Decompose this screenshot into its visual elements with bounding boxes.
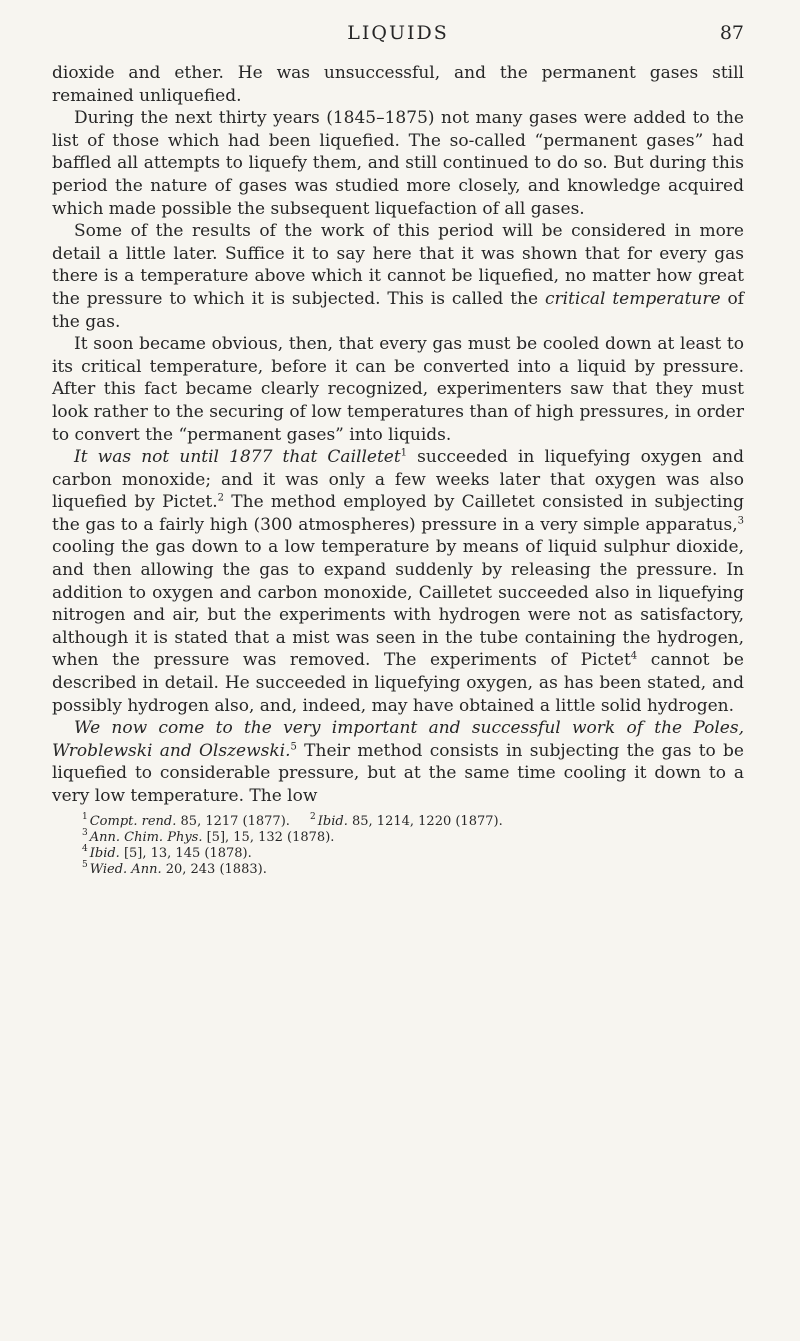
paragraph-2: During the next thirty years (1845–1875) not many gases were added to the list of those which had been liquefied. The so-called “permanent gases” had baffled all attempts to liquefy them, and still continued to do so. But during this period the nature of gases was studied more closely, and knowledge acquired which made possible the subsequent liquefaction of all gases. — [52, 108, 744, 219]
footnote-citation: [5], 15, 132 (1878). — [202, 829, 335, 845]
footnote-5 — [82, 862, 744, 878]
footnote-ref-3: 3 — [737, 515, 744, 527]
footnote-citation: 85, 1214, 1220 (1877). — [347, 813, 503, 829]
footnotes — [52, 814, 744, 878]
paragraph-5-italic-lead: It was not until 1877 that Cailletet — [74, 447, 401, 468]
paragraph-1: dioxide and ether. He was unsuccessful, and the permanent gases still remained unliquefied. — [52, 63, 744, 106]
page-number: 87 — [719, 22, 744, 44]
footnote-ref-2: 2 — [217, 492, 225, 504]
paragraph-5-text-a: succeeded in liquefying oxygen and carbon monoxide; and it was only a few weeks later that oxygen was also liquefied by Pictet. — [52, 447, 745, 513]
running-title: LIQUIDS — [347, 22, 449, 44]
running-header — [52, 22, 744, 62]
paragraph-5-text-d: cannot be described in detail. He succeeded in liquefying oxygen, as has been stated, and possibly hydrogen also, and, indeed, may have obtained a little solid hydrogen. — [52, 650, 744, 716]
footnote-source: Wied. Ann. — [89, 861, 162, 877]
footnote-4 — [82, 846, 744, 862]
paragraph-5-text-c: cooling the gas down to a low temperature by means of liquid sulphur dioxide, and then allowing the gas to expand suddenly by releasing the pressure. In addition to oxygen and carbon monoxide, Cailletet succeeded also in liquefying nitrogen and air, but the experiments with hydrogen were not as satisfactory, although it is stated that a mist was seen in the tube containing the hydrogen, when the pressure was removed. The experiments of Pictet — [52, 537, 744, 671]
paragraph-3-text-a: Some of the results of the work of this period will be considered in more detail a little later. Suffice it to say here that it was shown that for every gas there is a temperature above which it cannot be liquefied, no matter how great the pressure to which it is subjected. This is called the — [52, 221, 744, 309]
paragraph-4: It soon became obvious, then, that every gas must be cooled down at least to its critical temperature, before it can be converted into a liquid by pressure. After this fact became clearly recognized, experimenters saw that they must look rather to the securing of low temperatures than of high pressures, in order to convert the “permanent gases” into liquids. — [52, 334, 744, 445]
footnote-number: 2 — [310, 812, 316, 823]
paragraph-5-text-b: The method employed by Cailletet consisted in subjecting the gas to a fairly high (300 atmospheres) pressure in a very simple apparatus, — [52, 492, 744, 535]
footnote-citation: 85, 1217 (1877). — [176, 813, 290, 829]
footnote-citation: 20, 243 (1883). — [161, 861, 267, 877]
paragraph-3-text-b: of the gas. — [52, 288, 744, 332]
footnote-3 — [82, 830, 744, 846]
body-text — [52, 62, 744, 808]
footnote-number: 1 — [82, 812, 88, 823]
paragraph-3 — [52, 220, 744, 333]
footnote-number: 5 — [82, 860, 88, 871]
footnote-citation: [5], 13, 145 (1878). — [119, 845, 252, 861]
paragraph-6 — [52, 717, 744, 807]
footnote-ref-4: 4 — [630, 650, 638, 662]
footnote-source: Compt. rend. — [89, 813, 177, 829]
footnote-number: 3 — [82, 828, 88, 839]
footnote-source: Ibid. — [89, 845, 120, 861]
footnote-1 — [82, 814, 744, 830]
footnote-number: 4 — [82, 844, 88, 855]
footnote-source: Ann. Chim. Phys. — [89, 829, 203, 845]
paragraph-5 — [52, 446, 744, 717]
footnote-ref-1: 1 — [400, 447, 408, 459]
paragraph-6-italic-lead: We now come to the very important and successful work of the Poles, Wroblewski and Olszewski. — [52, 718, 744, 761]
footnote-source: Ibid. — [317, 813, 348, 829]
footnote-ref-5: 5 — [290, 741, 297, 753]
critical-temperature-term: critical temperature — [544, 288, 721, 309]
paragraph-6-text-a: Their method consists in subjecting the gas to be liquefied to considerable pressure, but at the same time cooling it down to a very low temperature. The low — [52, 740, 744, 806]
